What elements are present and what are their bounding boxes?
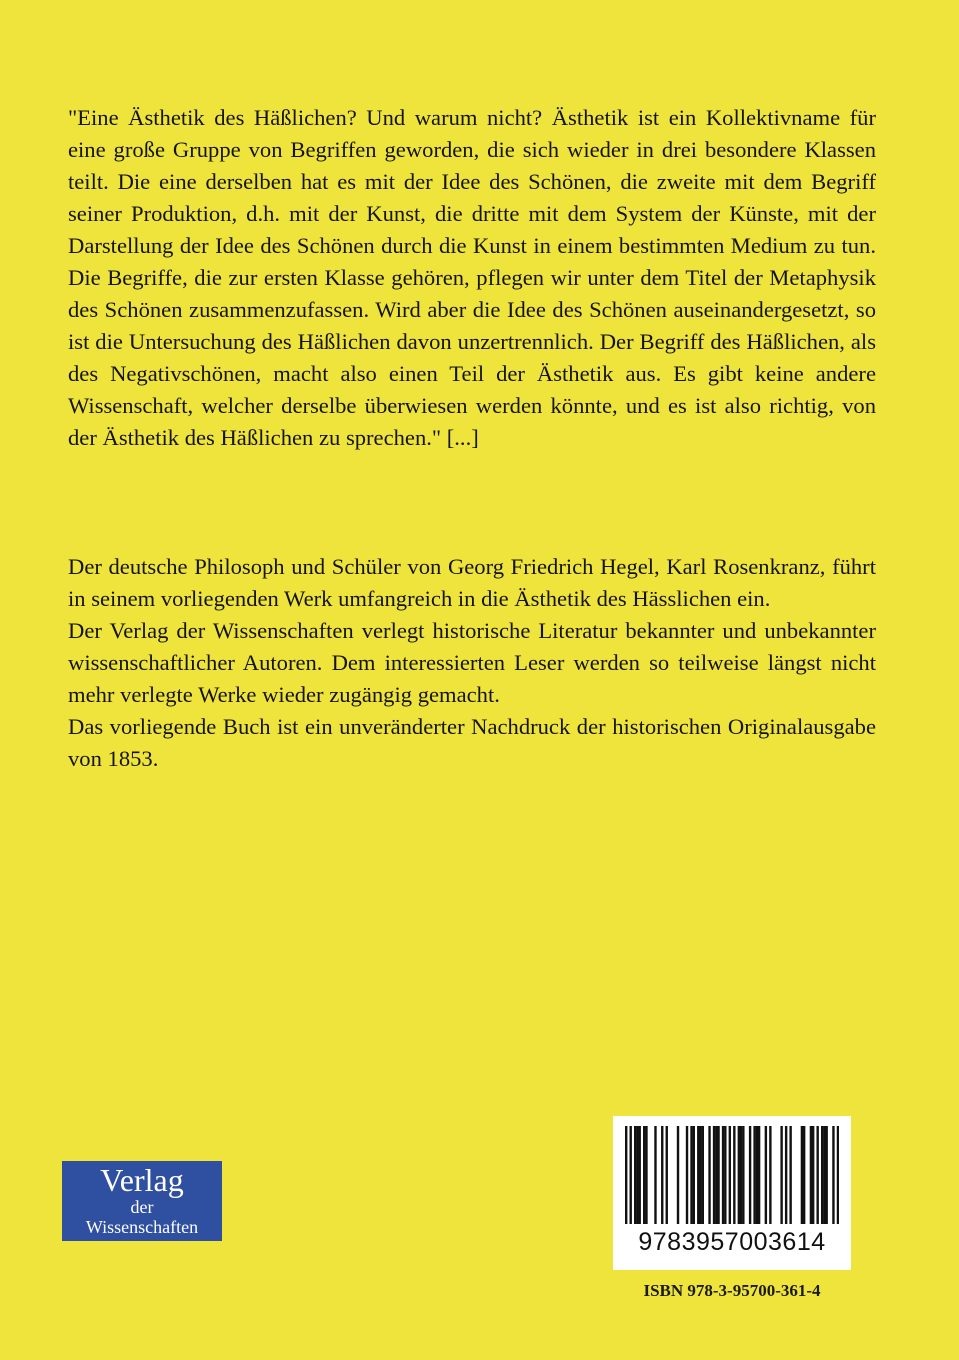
isbn-label: ISBN 978-3-95700-361-4 <box>643 1281 821 1300</box>
barcode <box>613 1116 851 1270</box>
barcode-bar <box>717 1126 719 1224</box>
barcode-bar <box>645 1126 647 1224</box>
barcode-bar <box>823 1126 825 1224</box>
barcode-bar <box>825 1126 827 1224</box>
barcode-bar <box>837 1126 839 1224</box>
barcode-bar <box>749 1126 751 1224</box>
barcode-bar <box>661 1126 663 1224</box>
barcode-bar <box>758 1126 760 1224</box>
barcode-bar <box>630 1126 632 1224</box>
barcode-bar <box>803 1126 805 1224</box>
barcode-bar <box>702 1126 704 1224</box>
barcode-bar <box>789 1126 791 1224</box>
blurb-quote <box>68 102 876 454</box>
barcode-bar <box>713 1126 715 1224</box>
barcode-bar <box>677 1126 679 1224</box>
description-paragraph-1: Der deutsche Philosoph und Schüler von Georg Friedrich Hegel, Karl Rosenkranz, führt in seinem vorliegenden Werk umfangreich in die Ästhetik des Hässlichen ein. <box>68 554 876 611</box>
description-paragraph-3: Das vorliegende Buch ist ein unveränderter Nachdruck der historischen Originalausgabe von 1853. <box>68 714 876 771</box>
barcode-bar <box>769 1126 771 1224</box>
barcode-bar <box>636 1126 638 1224</box>
barcode-bars <box>625 1126 839 1224</box>
barcode-bar <box>724 1126 726 1224</box>
blurb-description <box>68 551 876 775</box>
publisher-logo-line-3: Wissenschaften <box>85 1217 199 1237</box>
barcode-bar <box>742 1126 744 1224</box>
barcode-bar <box>780 1126 782 1224</box>
barcode-bar <box>738 1126 740 1224</box>
barcode-bar <box>729 1126 731 1224</box>
barcode-bar <box>666 1126 668 1224</box>
barcode-bar <box>740 1126 742 1224</box>
barcode-bar <box>765 1126 767 1224</box>
barcode-bar <box>785 1126 787 1224</box>
barcode-bar <box>625 1126 627 1224</box>
barcode-bar <box>756 1126 758 1224</box>
description-paragraph-2: Der Verlag der Wissenschaften verlegt historische Literatur bekannter und unbekannter wissenschaftlicher Autoren. Dem interessierten Leser werden so teilweise längst nicht mehr verlegte Werke wieder zugängig gemacht. <box>68 618 876 707</box>
barcode-bar <box>812 1126 814 1224</box>
barcode-bar <box>708 1126 710 1224</box>
barcode-bar <box>639 1126 641 1224</box>
barcode-bar <box>810 1126 812 1224</box>
barcode-bar <box>715 1126 717 1224</box>
barcode-bar <box>801 1126 803 1224</box>
barcode-bar <box>634 1126 636 1224</box>
publisher-logo-line-1: Verlag <box>100 1162 184 1198</box>
barcode-bar <box>816 1126 818 1224</box>
barcode-bar <box>722 1126 724 1224</box>
barcode-bar <box>690 1126 692 1224</box>
barcode-bar <box>643 1126 645 1224</box>
publisher-logo <box>62 1161 222 1241</box>
barcode-bar <box>733 1126 735 1224</box>
publisher-logo-line-2: der <box>130 1197 154 1217</box>
barcode-bar <box>832 1126 834 1224</box>
barcode-bar <box>697 1126 699 1224</box>
quote-paragraph: "Eine Ästhetik des Häßlichen? Und warum nicht? Ästhetik ist ein Kollektivname für eine große Gruppe von Begriffen geworden, die sich wieder in drei besondere Klassen teilt. Die eine derselben hat es mit der Idee des Schönen, die zweite mit dem Begriff seiner Produktion, d.h. mit der Kunst, die dritte mit dem System der Künste, mit der Darstellung der Idee des Schönen durch die Kunst in einem bestimmten Medium zu tun. Die Begriffe, die zur ersten Klasse gehören, pflegen wir unter dem Titel der Metaphysik des Schönen zusammenzufassen. Wird aber die Idee des Schönen auseinandergesetzt, so ist die Untersuchung des Häßlichen davon unzertrennlich. Der Begriff des Häßlichen, als des Negativschönen, macht also einen Teil der Ästhetik aus. Es gibt keine andere Wissenschaft, welcher derselbe überwiesen werden könnte, und es ist also richtig, von der Ästhetik des Häßlichen zu sprechen." [...] <box>68 105 876 450</box>
barcode-bar <box>686 1126 688 1224</box>
barcode-bar <box>654 1126 656 1224</box>
barcode-number: 9783957003614 <box>638 1228 826 1256</box>
barcode-bar <box>699 1126 701 1224</box>
barcode-bar <box>753 1126 755 1224</box>
barcode-bar <box>693 1126 695 1224</box>
barcode-bar <box>821 1126 823 1224</box>
